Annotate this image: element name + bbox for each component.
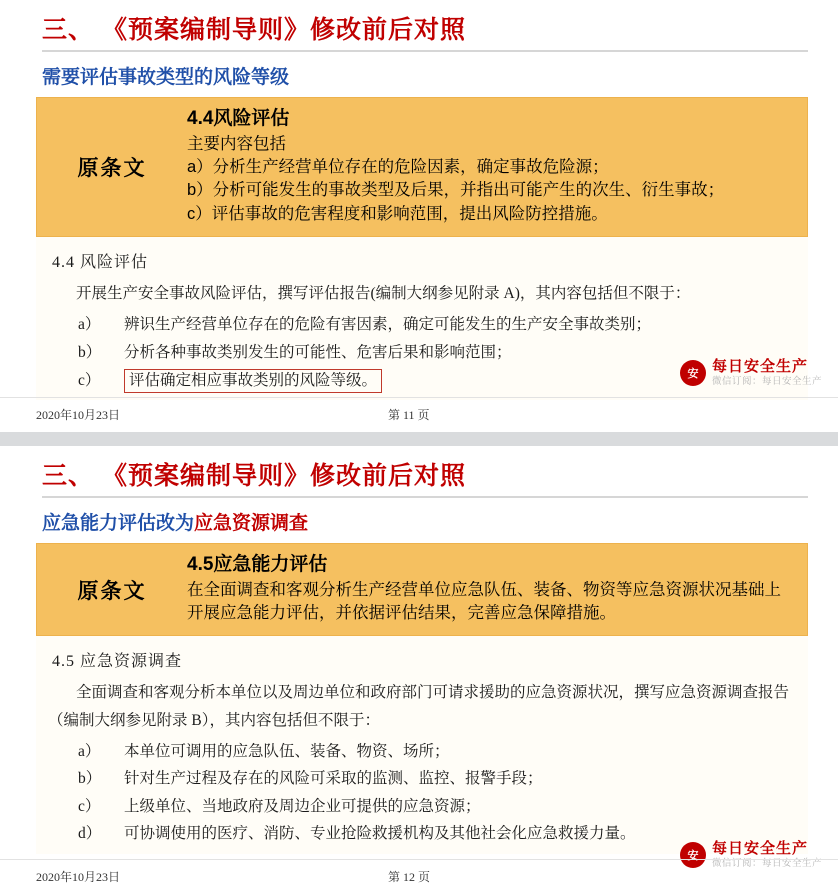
list-text: 可协调使用的医疗、消防、专业抢险救援机构及其他社会化应急救援力量。 — [124, 825, 636, 843]
subtitle-main-text: 应急能力评估改为 — [42, 513, 195, 534]
revised-paragraph-2: 全面调查和客观分析本单位以及周边单位和政府部门可请求援助的应急资源状况，撰写应急资源调查报告（编制大纲参见附录 B），其内容包括但不限于： — [48, 684, 790, 729]
original-clause-title-2: 4.5应急能力评估 — [187, 554, 328, 575]
watermark-logo-icon: 安 — [680, 842, 706, 868]
footer-page-number: 第 11 页 — [388, 408, 430, 422]
original-label-1: 原条文 — [77, 157, 147, 181]
slide-1-subtitle — [0, 52, 838, 97]
slide-2 — [0, 446, 838, 894]
list-marker: b） — [78, 770, 102, 788]
original-clause-line: b）分析可能发生的事故类型及后果，并指出可能产生的次生、衍生事故； — [187, 181, 725, 200]
slide-separator — [0, 432, 838, 446]
watermark-1 — [680, 358, 822, 388]
footer-page-number: 第 12 页 — [388, 870, 431, 884]
watermark-logo-icon: 安 — [680, 360, 706, 386]
highlight-box-text: 评估确定相应事故类别的风险等级。 — [124, 369, 382, 393]
original-text-box-1 — [36, 97, 808, 237]
slide-1-heading: 三、 《预案编制导则》修改前后对照 — [42, 16, 466, 44]
list-marker: b） — [78, 344, 102, 362]
original-label-2: 原条文 — [77, 579, 147, 603]
subtitle-main-text: 需要评估事故类型的风险等级 — [42, 67, 290, 88]
list-text: 上级单位、当地政府及周边企业可提供的应急资源； — [124, 797, 481, 815]
watermark-title: 每日安全生产 — [711, 357, 808, 375]
original-clause-line: 主要内容包括 — [187, 134, 286, 153]
original-clause-line: a）分析生产经营单位存在的危险因素，确定事故危险源； — [187, 158, 609, 177]
list-marker: d） — [78, 825, 102, 843]
footer-date: 2020年10月23日 — [36, 870, 121, 884]
list-text: 本单位可调用的应急队伍、装备、物资、场所； — [124, 742, 450, 760]
list-marker: a） — [78, 742, 101, 760]
revised-list-item — [48, 793, 796, 821]
slide-1-footer — [0, 397, 838, 432]
list-text: 分析各种事故类别发生的可能性、危害后果和影响范围； — [124, 344, 512, 362]
list-marker: c） — [78, 371, 101, 389]
list-text: 辨识生产经营单位存在的危险有害因素，确定可能发生的生产安全事故类别； — [124, 316, 652, 334]
watermark-title: 每日安全生产 — [711, 839, 808, 857]
revised-clause-title-2: 4.5 应急资源调查 — [52, 653, 183, 671]
original-body-1 — [187, 98, 807, 236]
revised-text-region-2 — [36, 636, 808, 854]
original-clause-line: 在全面调查和客观分析生产经营单位应急队伍、装备、物资等应急资源状况基础上开展应急能力评估，并依据评估结果，完善应急保障措施。 — [187, 580, 781, 623]
revised-list-item — [48, 738, 796, 766]
slide-2-footer — [0, 859, 838, 894]
revised-paragraph-1: 开展生产安全事故风险评估，撰写评估报告(编制大纲参见附录 A)，其内容包括但不限于： — [76, 285, 691, 303]
list-text: 针对生产过程及存在的风险可采取的监测、监控、报警手段； — [124, 770, 543, 788]
slide-2-heading: 三、 《预案编制导则》修改前后对照 — [42, 462, 466, 490]
original-clause-line: c）评估事故的危害程度和影响范围，提出风险防控措施。 — [187, 204, 608, 223]
original-body-2 — [187, 544, 807, 635]
slide-1 — [0, 0, 838, 432]
watermark-subtitle: 微信订阅：每日安全生产 — [711, 376, 822, 388]
watermark-subtitle: 微信订阅：每日安全生产 — [711, 858, 822, 870]
revised-list-item — [48, 765, 796, 793]
original-clause-title-1: 4.4风险评估 — [187, 108, 290, 129]
slide-2-subtitle — [0, 498, 838, 543]
revised-clause-title-1: 4.4 风险评估 — [52, 254, 149, 272]
revised-list-item — [48, 311, 796, 339]
footer-date: 2020年10月23日 — [36, 408, 121, 422]
original-text-box-2 — [36, 543, 808, 636]
list-marker: c） — [78, 797, 101, 815]
list-marker: a） — [78, 316, 101, 334]
subtitle-accent-text: 应急资源调查 — [194, 513, 309, 534]
